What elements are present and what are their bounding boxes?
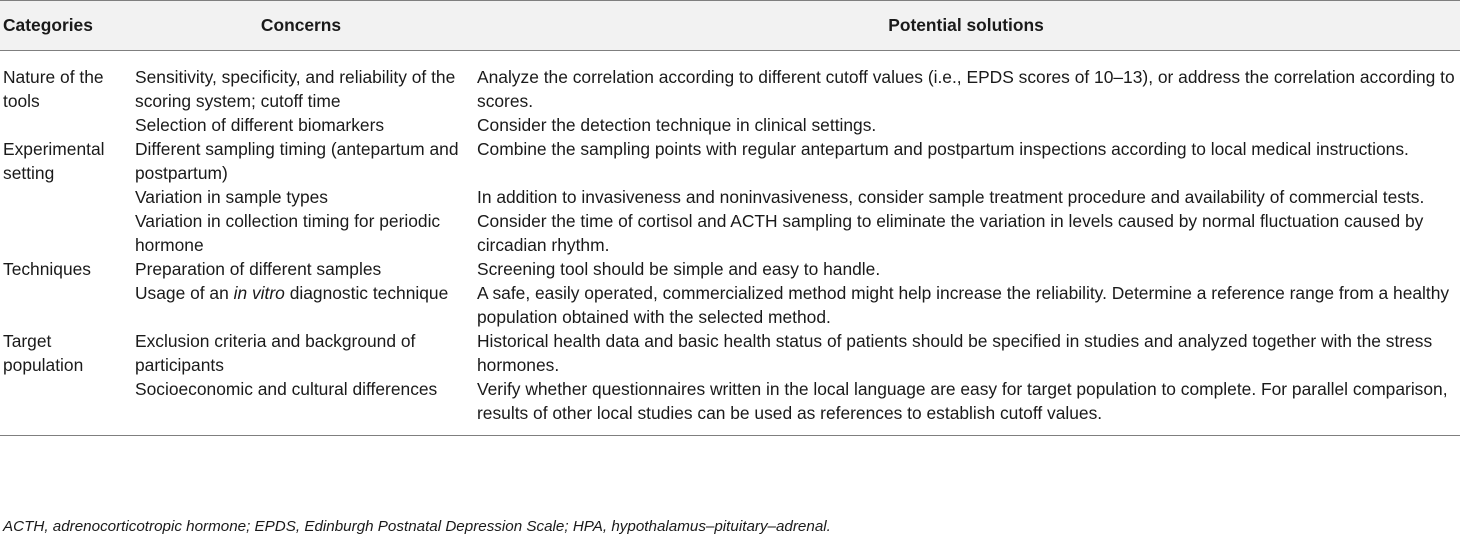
solution-cell: Analyze the correlation according to different cutoff values (i.e., EPDS scores of 10–13), or address the correlation according to scores. bbox=[477, 67, 1455, 111]
category-cell bbox=[0, 113, 130, 137]
header-row bbox=[0, 1, 1460, 51]
solution-cell: Historical health data and basic health status of patients should be specified in studies and analyzed together with the stress hormones. bbox=[477, 331, 1433, 375]
solution-cell: Consider the time of cortisol and ACTH sampling to eliminate the variation in levels caused by normal fluctuation caused by circadian rhythm. bbox=[477, 211, 1424, 255]
concern-text-after: diagnostic technique bbox=[284, 283, 449, 303]
table-row bbox=[0, 185, 1460, 209]
table-row bbox=[0, 377, 1460, 436]
category-cell bbox=[0, 209, 130, 257]
table-footnote: ACTH, adrenocorticotropic hormone; EPDS, Edinburgh Postnatal Depression Scale; HPA, hypothalamus–pituitary–adrenal. bbox=[3, 518, 831, 535]
table-row bbox=[0, 113, 1460, 137]
concern-cell: Sensitivity, specificity, and reliability of the scoring system; cutoff time bbox=[135, 67, 456, 111]
category-cell: Techniques bbox=[3, 259, 91, 279]
concern-text-before: Usage of an bbox=[135, 283, 234, 303]
concern-cell: Socioeconomic and cultural differences bbox=[130, 377, 472, 436]
solution-cell: Verify whether questionnaires written in the local language are easy for target population to complete. For parallel comparison, results of other local studies can be used as references to establish cutoff values. bbox=[472, 377, 1460, 436]
concern-cell: Selection of different biomarkers bbox=[135, 115, 385, 135]
solution-cell: Consider the detection technique in clinical settings. bbox=[477, 115, 877, 135]
category-cell bbox=[0, 377, 130, 436]
category-cell bbox=[0, 185, 130, 209]
table-row bbox=[0, 51, 1460, 114]
concern-cell: Variation in sample types bbox=[135, 187, 329, 207]
solution-cell: Combine the sampling points with regular antepartum and postpartum inspections according to local medical instructions. bbox=[477, 139, 1409, 159]
table-row bbox=[0, 209, 1460, 257]
table-row bbox=[0, 281, 1460, 329]
header-concerns: Concerns bbox=[130, 1, 472, 51]
category-cell: Experimental setting bbox=[3, 139, 105, 183]
solution-cell: In addition to invasiveness and noninvasiveness, consider sample treatment procedure and availability of commercial tests. bbox=[477, 187, 1425, 207]
table-row bbox=[0, 329, 1460, 377]
concern-cell: Variation in collection timing for periodic hormone bbox=[135, 211, 441, 255]
header-solutions: Potential solutions bbox=[472, 1, 1460, 51]
category-cell bbox=[0, 281, 130, 329]
table-row bbox=[0, 137, 1460, 185]
header-categories: Categories bbox=[0, 1, 130, 51]
solution-cell: Screening tool should be simple and easy to handle. bbox=[477, 259, 881, 279]
category-cell: Target population bbox=[3, 331, 84, 375]
concern-text-italic: in vitro bbox=[233, 283, 285, 303]
concern-cell: Exclusion criteria and background of participants bbox=[135, 331, 416, 375]
solution-cell: A safe, easily operated, commercialized method might help increase the reliability. Determine a reference range from a healthy population obtained with the selected method. bbox=[477, 283, 1450, 327]
concern-cell: Preparation of different samples bbox=[135, 259, 382, 279]
concern-cell: Different sampling timing (antepartum and postpartum) bbox=[135, 139, 459, 183]
table-row bbox=[0, 257, 1460, 281]
category-cell: Nature of the tools bbox=[3, 67, 104, 111]
concern-cell bbox=[130, 281, 472, 329]
